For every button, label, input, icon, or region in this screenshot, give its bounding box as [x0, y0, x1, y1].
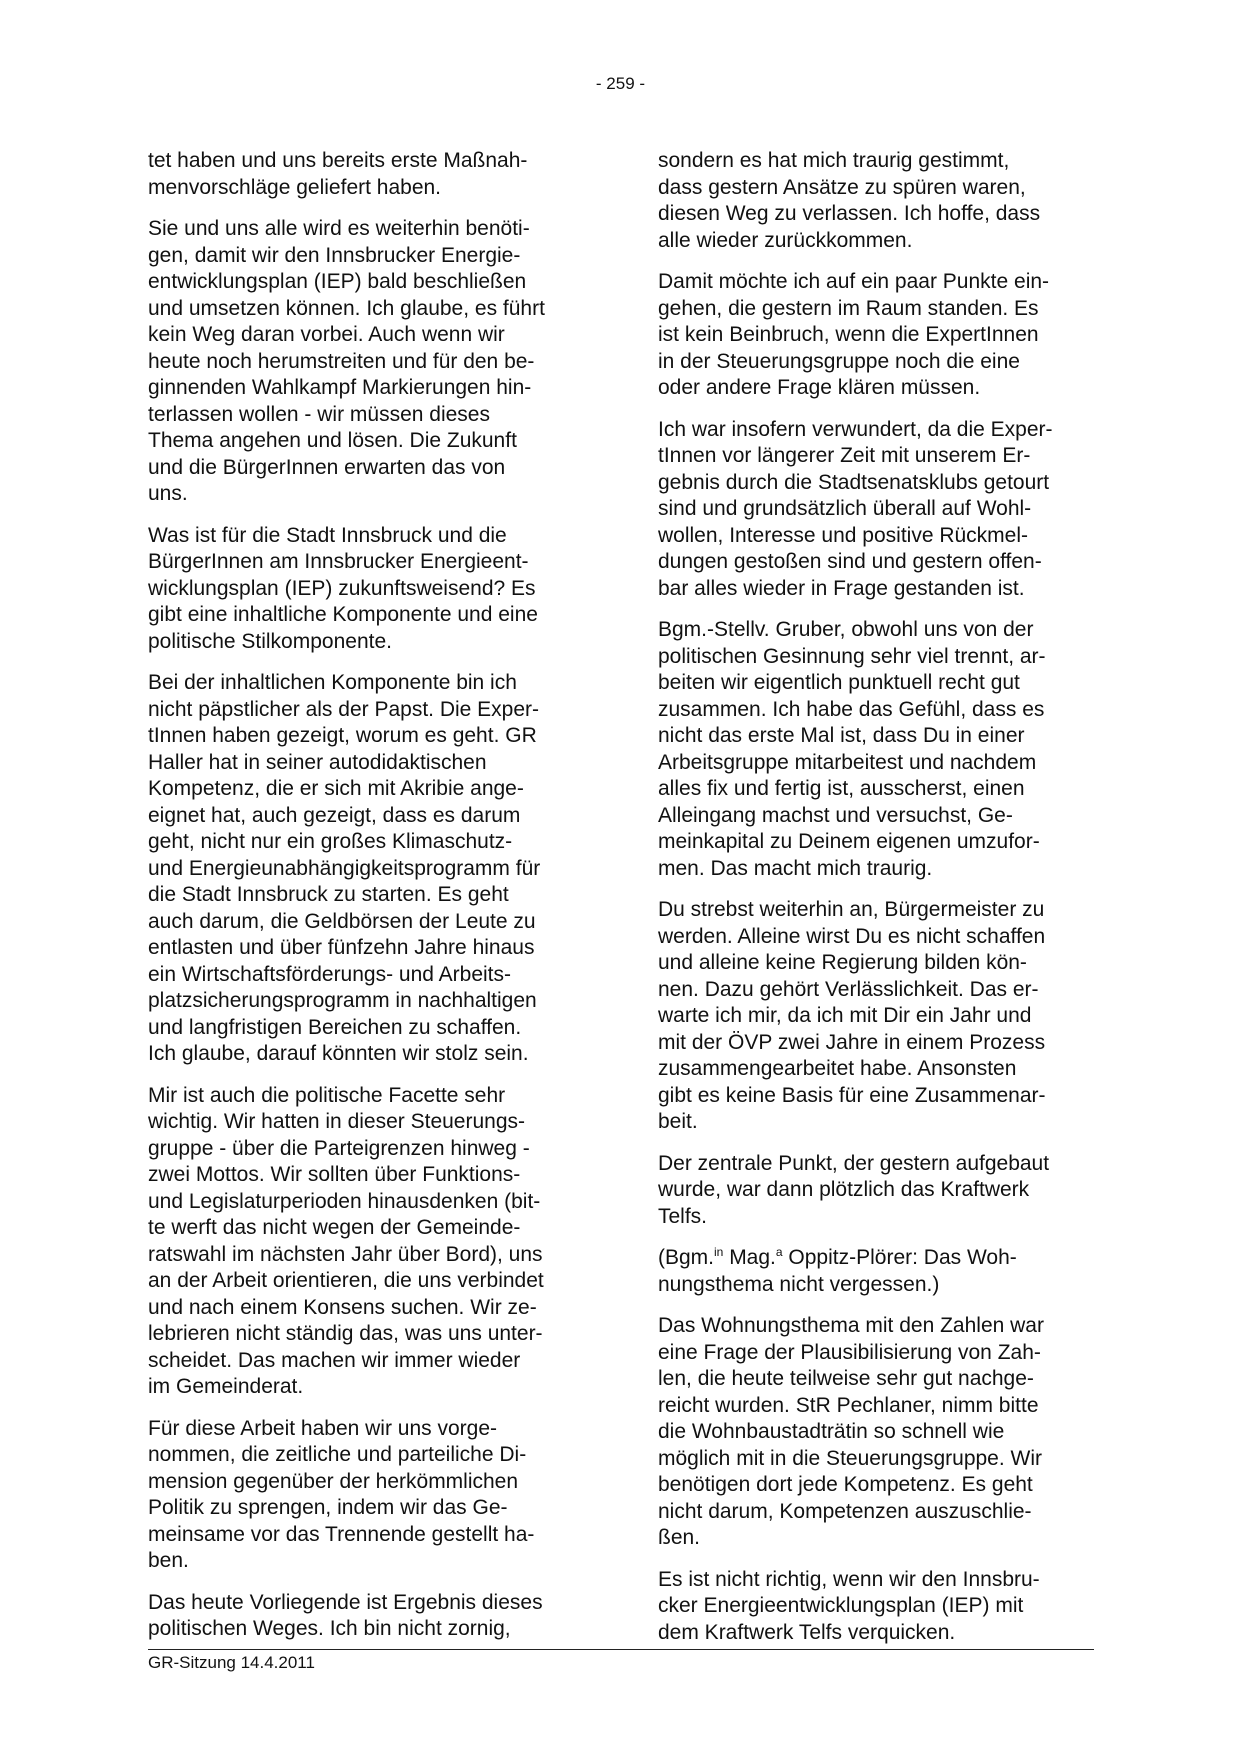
paragraph: Bgm.-Stellv. Gruber, obwohl uns von der politischen Gesinnung sehr viel trennt, ar- beiten wir eigentlich punktuell recht gut zusammen. Ich habe das Gefühl, dass es nicht das erste Mal ist, dass Du in einer Arbeitsgruppe mitarbeitest und nachdem alles fix und fertig ist, ausscherst, einen Alleingang machst und versuchst, Ge- meinkapital zu Deinem eigenen umzufor- men. Das macht mich traurig.	[658, 618, 1046, 880]
interjection	[658, 1245, 1098, 1298]
paragraph: Damit möchte ich auf ein paar Punkte ein- gehen, die gestern im Raum standen. Es ist kein Beinbruch, wenn die ExpertInnen in der Steuerungsgruppe noch die eine oder andere Frage klären müssen.	[658, 270, 1050, 399]
paragraph: Das heute Vorliegende ist Ergebnis dieses politischen Weges. Ich bin nicht zornig,	[148, 1590, 543, 1640]
paragraph: Ich war insofern verwundert, da die Exper- tInnen vor längerer Zeit mit unserem Er- gebnis durch die Stadtsenatsklubs getourt sind und grundsätzlich überall auf Wohl- wollen, Interesse und positive Rückmel- dungen gestoßen sind und gestern offen- bar alles wieder in Frage gestanden ist.	[658, 417, 1053, 600]
left-column	[148, 148, 588, 1658]
paragraph: Was ist für die Stadt Innsbruck und die BürgerInnen am Innsbrucker Energieent- wicklungsplan (IEP) zukunftsweisend? Es gibt eine inhaltliche Komponente und eine politische Stilkomponente.	[148, 523, 538, 653]
interjection-line1: Oppitz-Plörer: Das Woh-	[782, 1246, 1017, 1269]
paragraph: Du strebst weiterhin an, Bürgermeister zu werden. Alleine wirst Du es nicht schaffen und alleine keine Regierung bilden kön- nen. Dazu gehört Verlässlichkeit. Das er- warte ich mir, da ich mit Dir ein Jahr und mit der ÖVP zwei Jahre in einem Prozess zusammengearbeitet habe. Ansonsten gibt es keine Basis für eine Zusammenar- beit.	[658, 898, 1046, 1133]
paragraph: sondern es hat mich traurig gestimmt, dass gestern Ansätze zu spüren waren, diesen Weg zu verlassen. Ich hoffe, dass alle wieder zurückkommen.	[658, 149, 1041, 252]
interjection-superscript: a	[775, 1245, 783, 1259]
interjection-line2: nungsthema nicht vergessen.)	[658, 1272, 940, 1296]
page-number: - 259 -	[595, 74, 646, 93]
paragraph: Es ist nicht richtig, wenn wir den Innsbru- cker Energieentwicklungsplan (IEP) mit dem Kraftwerk Telfs verquicken.	[658, 1567, 1040, 1644]
paragraph: Sie und uns alle wird es weiterhin benöti- gen, damit wir den Innsbrucker Energie- entwicklungsplan (IEP) bald beschließen und umsetzen können. Ich glaube, es führt kein Weg daran vorbei. Auch wenn wir heute noch herumstreiten und für den be- ginnenden Wahlkampf Markierungen hin- terlassen wollen - wir müssen dieses Thema angehen und lösen. Die Zukunft und die BürgerInnen erwarten das von uns.	[148, 217, 545, 505]
footer-divider	[148, 1649, 1094, 1650]
paragraph: Das Wohnungsthema mit den Zahlen war eine Frage der Plausibilisierung von Zah- len, die heute teilweise sehr gut nachge- reicht wurden. StR Pechlaner, nimm bitte die Wohnbaustadträtin so schnell wie möglich mit in die Steuerungsgruppe. Wir benötigen dort jede Kompetenz. Es geht nicht darum, Kompetenzen auszuschlie- ßen.	[658, 1314, 1044, 1549]
paragraph: Mir ist auch die politische Facette sehr wichtig. Wir hatten in dieser Steuerungs- gruppe - über die Parteigrenzen hinweg - zwei Mottos. Wir sollten über Funktions- und Legislaturperioden hinausdenken (bit- te werft das nicht wegen der Gemeinde- ratswahl im nächsten Jahr über Bord), uns an der Arbeit orientieren, die uns verbindet und nach einem Konsens suchen. Wir ze- lebrieren nicht ständig das, was uns unter- scheidet. Das machen wir immer wieder im Gemeinderat.	[148, 1083, 544, 1398]
paragraph: Bei der inhaltlichen Komponente bin ich nicht päpstlicher als der Papst. Die Exper- tInnen haben gezeigt, worum es geht. GR Haller hat in seiner autodidaktischen Kompetenz, die er sich mit Akribie ange- eignet hat, auch gezeigt, dass es darum geht, nicht nur ein großes Klimaschutz- und Energieunabhängigkeitsprogramm für die Stadt Innsbruck zu starten. Es geht auch darum, die Geldbörsen der Leute zu entlasten und über fünfzehn Jahre hinaus ein Wirtschaftsförderungs- und Arbeits- platzsicherungsprogramm in nachhaltigen und langfristigen Bereichen zu schaffen. Ich glaube, darauf könnten wir stolz sein.	[148, 671, 541, 1065]
footer-session: GR-Sitzung 14.4.2011	[148, 1653, 315, 1672]
interjection-mid: Mag.	[723, 1246, 776, 1269]
paragraph: Für diese Arbeit haben wir uns vorge- nommen, die zeitliche und parteiliche Di- mension gegenüber der herkömmlichen Politik zu sprengen, indem wir das Ge- meinsame vor das Trennende gestellt ha- ben.	[148, 1416, 535, 1572]
interjection-superscript: in	[714, 1245, 724, 1259]
right-column	[658, 148, 1098, 1661]
interjection-open: (Bgm.	[658, 1246, 715, 1269]
paragraph: tet haben und uns bereits erste Maßnah- menvorschläge geliefert haben.	[148, 149, 528, 199]
paragraph: Der zentrale Punkt, der gestern aufgebaut wurde, war dann plötzlich das Kraftwerk Telfs.	[658, 1151, 1050, 1228]
